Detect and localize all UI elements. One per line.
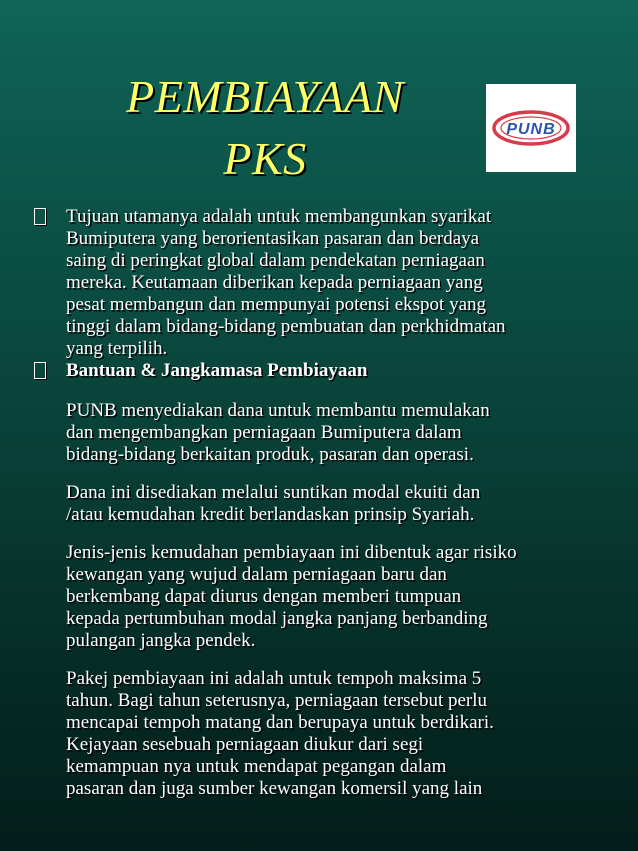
bullet-square-icon [34, 208, 46, 225]
bullet-item-purpose [34, 206, 634, 360]
paragraph-risk: Jenis-jenis kemudahan pembiayaan ini dibentuk agar risiko kewangan yang wujud dalam perniagaan baru dan berkembang dapat diurus dengan memberi tumpuan kepada pertumbuhan modal jangka panjang berbanding pulangan jangka pendek. [66, 542, 517, 651]
slide-content [34, 206, 634, 800]
bullet-item-financing [34, 360, 634, 382]
paragraph-punb-funding: PUNB menyediakan dana untuk membantu memulakan dan mengembangkan perniagaan Bumiputera dalam bidang-bidang berkaitan produk, pasaran dan operasi. [66, 400, 490, 465]
paragraph-equity: Dana ini disediakan melalui suntikan modal ekuiti dan /atau kemudahan kredit berlandaskan prinsip Syariah. [66, 482, 481, 525]
title-line-2: PKS [223, 133, 307, 184]
punb-logo [486, 84, 576, 172]
logo-text: PUNB [506, 121, 556, 138]
punb-logo-icon [486, 84, 576, 172]
bullet-text-financing: Bantuan & Jangkamasa Pembiayaan [66, 360, 368, 381]
bullet-text-purpose: Tujuan utamanya adalah untuk membangunkan syarikat Bumiputera yang berorientasikan pasaran dan berdaya saing di peringkat global dalam pendekatan perniagaan mereka. Keutamaan diberikan kepada perniagaan yang pesat membangun dan mempunyai potensi ekspot yang tinggi dalam bidang-bidang pembuatan dan perkhidmatan yang terpilih. [66, 206, 506, 359]
bullet-square-icon [34, 362, 46, 379]
title-line-1: PEMBIAYAAN [126, 71, 404, 122]
slide-title [70, 66, 460, 190]
paragraph-package: Pakej pembiayaan ini adalah untuk tempoh maksima 5 tahun. Bagi tahun seterusnya, perniagaan tersebut perlu mencapai tempoh matang dan berupaya untuk berdikari. Kejayaan sesebuah perniagaan diukur dari segi kemampuan nya untuk mendapat pegangan dalam pasaran dan juga sumber kewangan komersil yang lain [66, 668, 494, 799]
